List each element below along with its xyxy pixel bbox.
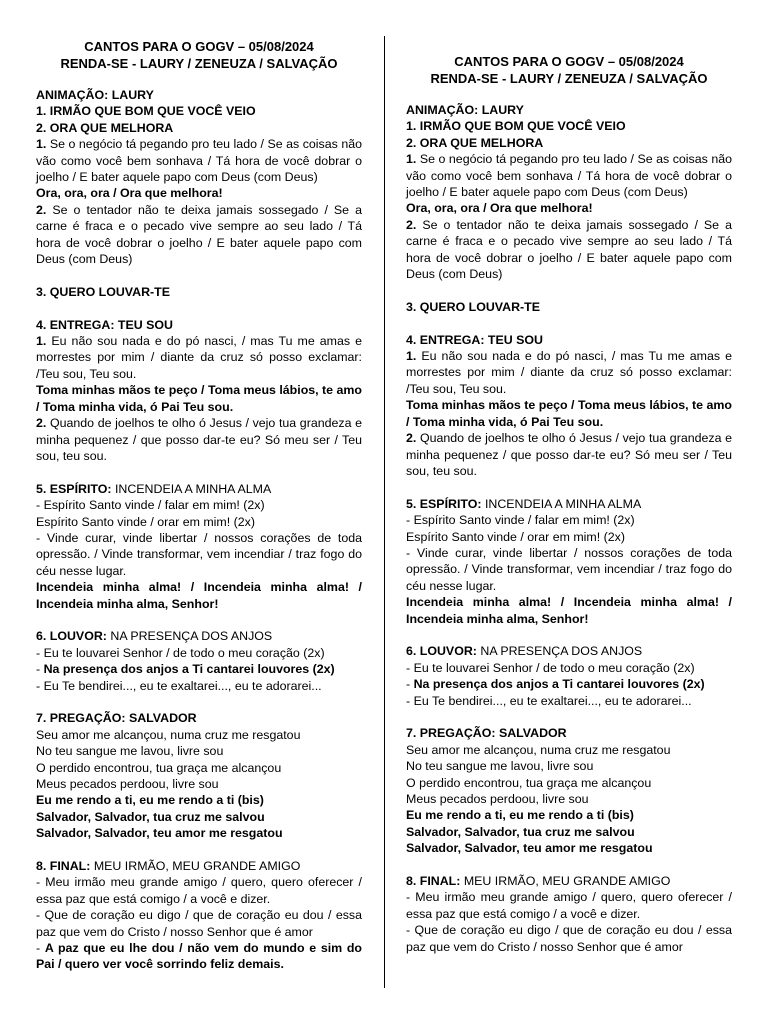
lyric-line	[36, 940, 362, 973]
spacer	[36, 694, 362, 710]
lyric-text: Espírito Santo vinde / orar em mim! (2x)	[36, 514, 255, 529]
lyric-line	[36, 185, 362, 201]
verse-number: 2.	[406, 431, 417, 446]
lyric-line	[36, 645, 362, 661]
lyric-line	[406, 135, 732, 151]
lyric-line	[36, 530, 362, 579]
lyric-text: - Eu te louvarei Senhor / de todo o meu coração (2x)	[36, 645, 325, 660]
lyric-text: - Meu irmão meu grande amigo / quero, quero oferecer / essa paz que está comigo / a você e dizer.	[36, 875, 362, 906]
lyric-line	[406, 118, 732, 134]
lyric-text: Salvador, Salvador, tua cruz me salvou	[36, 809, 265, 824]
lyric-text: Quando de joelhos te olho ó Jesus / vejo tua grandeza e minha pequenez / que posso dar-te eu? Só meu ser / Teu sou, teu sou.	[406, 431, 732, 478]
lyric-line	[406, 529, 732, 545]
verse-number: 1.	[36, 137, 47, 152]
lyric-line	[406, 676, 732, 692]
lyric-text: Eu não sou nada e do pó nasci, / mas Tu me amas e morrestes por mim / diante da cruz só posso exclamar: /Teu sou, Teu sou.	[406, 349, 732, 396]
lyric-line	[36, 727, 362, 743]
lyric-text: 4. ENTREGA: TEU SOU	[36, 317, 173, 332]
lyric-line	[36, 284, 362, 300]
spacer	[406, 315, 732, 331]
lyric-line	[406, 200, 732, 216]
title-line-2: RENDA-SE - LAURY / ZENEUZA / SALVAÇÃO	[60, 56, 338, 71]
lyric-text: - Meu irmão meu grande amigo / quero, quero oferecer / essa paz que está comigo / a você e dizer.	[406, 890, 732, 921]
verse-number: 1.	[36, 334, 47, 349]
section-label: 8. FINAL:	[36, 859, 91, 873]
lyric-text: 4. ENTREGA: TEU SOU	[406, 332, 543, 347]
lyric-text: NA PRESENÇA DOS ANJOS	[476, 644, 643, 659]
lyric-text: Ora, ora, ora / Ora que melhora!	[406, 201, 593, 216]
lyric-line	[36, 136, 362, 185]
lyric-text: 3. QUERO LOUVAR-TE	[36, 284, 171, 299]
lyric-line	[406, 217, 732, 283]
lyric-text: Se o tentador não te deixa jamais sossegado / Se a carne é fraca e o pecado vive sempre ao seu lado / Tá hora de você dobrar o joelho / E bater aquele papo com Deus (com Deus)	[36, 202, 362, 267]
song-list	[36, 87, 362, 973]
spacer	[36, 842, 362, 858]
lyric-text: Eu me rendo a ti, eu me rendo a ti (bis)	[406, 808, 634, 823]
title-line-2: RENDA-SE - LAURY / ZENEUZA / SALVAÇÃO	[430, 71, 708, 86]
column-divider	[384, 36, 385, 988]
lyric-line	[406, 545, 732, 594]
lyric-text: Salvador, Salvador, tua cruz me salvou	[406, 824, 635, 839]
lyric-text: MEU IRMÃO, MEU GRANDE AMIGO	[460, 874, 671, 888]
lyric-line	[406, 807, 732, 823]
lyric-text: No teu sangue me lavou, livre sou	[406, 759, 594, 774]
lyric-line	[36, 514, 362, 530]
lyric-text: Toma minhas mãos te peço / Toma meus lábios, te amo / Toma minha vida, ó Pai Teu sou.	[36, 383, 362, 414]
lyric-text: NA PRESENÇA DOS ANJOS	[106, 629, 273, 644]
lyric-text: 2. ORA QUE MELHORA	[406, 135, 544, 150]
lyric-line	[36, 907, 362, 940]
lyric-line	[406, 791, 732, 807]
lyric-text: - Espírito Santo vinde / falar em mim! (2x)	[36, 498, 265, 513]
lyric-text: O perdido encontrou, tua graça me alcançou	[406, 775, 652, 790]
lyric-text: - Vinde curar, vinde libertar / nossos corações de toda opressão. / Vinde transformar, vem incendiar / traz fogo do céu nesse lugar.	[36, 530, 362, 578]
lyric-line	[406, 758, 732, 774]
lyric-text: Seu amor me alcançou, numa cruz me resgatou	[406, 742, 671, 757]
lyric-line	[36, 858, 362, 874]
lyric-line	[406, 922, 732, 955]
lyric-line	[406, 299, 732, 315]
section-label: 8. FINAL:	[406, 874, 461, 888]
verse-number: 1.	[406, 152, 417, 167]
lyric-text: - Vinde curar, vinde libertar / nossos corações de toda opressão. / Vinde transformar, vem incendiar / traz fogo do céu nesse lugar.	[406, 545, 732, 593]
left-column	[36, 0, 362, 973]
lyric-line	[36, 333, 362, 382]
spacer	[406, 479, 732, 495]
lyric-line	[36, 792, 362, 808]
lyric-text: INCENDEIA A MINHA ALMA	[481, 496, 642, 511]
lyric-line	[36, 760, 362, 776]
lyric-text: - Que de coração eu digo / que de coração eu dou / essa paz que vem do Cristo / nosso Senhor que é amor	[36, 908, 362, 939]
lyric-line	[406, 889, 732, 922]
lyric-line	[406, 332, 732, 348]
lyric-line	[36, 678, 362, 694]
title-line-1: CANTOS PARA O GOGV – 05/08/2024	[454, 54, 684, 69]
lyric-text: Meus pecados perdoou, livre sou	[406, 791, 589, 806]
lyric-line	[406, 594, 732, 627]
lyric-text: 7. PREGAÇÃO: SALVADOR	[406, 726, 567, 741]
lyric-text: Ora, ora, ora / Ora que melhora!	[36, 186, 223, 201]
lyric-line	[36, 776, 362, 792]
lyric-line	[36, 120, 362, 136]
verse-number: 2.	[36, 416, 47, 431]
lyric-text: Eu não sou nada e do pó nasci, / mas Tu me amas e morrestes por mim / diante da cruz só posso exclamar: /Teu sou, Teu sou.	[36, 334, 362, 381]
spacer	[36, 267, 362, 283]
spacer	[406, 282, 732, 298]
document-title	[36, 38, 362, 72]
lyric-text: - Eu te louvarei Senhor / de todo o meu coração (2x)	[406, 660, 695, 675]
lyric-text: Seu amor me alcançou, numa cruz me resgatou	[36, 727, 301, 742]
lyric-line	[406, 775, 732, 791]
lyric-text: ANIMAÇÃO: LAURY	[406, 103, 524, 117]
verse-number: 1.	[406, 349, 417, 364]
lyric-text: O perdido encontrou, tua graça me alcançou	[36, 760, 282, 775]
lyric-text: -	[36, 662, 44, 677]
lyric-text: Incendeia minha alma! / Incendeia minha alma! / Incendeia minha alma, Senhor!	[406, 595, 732, 626]
lyric-text: Se o tentador não te deixa jamais sossegado / Se a carne é fraca e o pecado vive sempre ao seu lado / Tá hora de você dobrar o joelho / E bater aquele papo com Deus (com Deus)	[406, 217, 732, 282]
lyric-text: Incendeia minha alma! / Incendeia minha alma! / Incendeia minha alma, Senhor!	[36, 580, 362, 611]
lyric-line	[406, 742, 732, 758]
lyric-line	[36, 317, 362, 333]
lyric-line	[406, 840, 732, 856]
section-label: 6. LOUVOR:	[36, 629, 107, 644]
lyric-text: Salvador, Salvador, teu amor me resgatou	[36, 826, 283, 841]
section-label: 5. ESPÍRITO:	[406, 496, 482, 511]
spacer	[36, 300, 362, 316]
lyric-text: Eu me rendo a ti, eu me rendo a ti (bis)	[36, 793, 264, 808]
spacer	[36, 612, 362, 628]
lyric-line	[406, 824, 732, 840]
right-column	[406, 0, 732, 955]
lyric-line	[36, 710, 362, 726]
lyric-line	[36, 202, 362, 268]
lyric-line	[406, 873, 732, 889]
lyric-text: Meus pecados perdoou, livre sou	[36, 776, 219, 791]
verse-number: 2.	[406, 217, 417, 232]
lyric-line	[36, 481, 362, 497]
lyric-text: -	[36, 941, 45, 956]
lyric-line	[36, 579, 362, 612]
lyric-text: MEU IRMÃO, MEU GRANDE AMIGO	[90, 859, 301, 873]
lyric-text: 2. ORA QUE MELHORA	[36, 120, 174, 135]
verse-number: 2.	[36, 202, 47, 217]
lyric-text: No teu sangue me lavou, livre sou	[36, 744, 224, 759]
lyric-text: ANIMAÇÃO: LAURY	[36, 88, 154, 102]
lyric-line	[406, 397, 732, 430]
lyric-text: 3. QUERO LOUVAR-TE	[406, 299, 541, 314]
lyric-text: 1. IRMÃO QUE BOM QUE VOCÊ VEIO	[406, 119, 626, 134]
lyric-line	[36, 743, 362, 759]
spacer	[406, 857, 732, 873]
lyric-line	[36, 87, 362, 103]
lyric-text: Se o negócio tá pegando pro teu lado / Se as coisas não vão como você bem sonhava / Tá hora de você dobrar o joelho / E bater aquele papo com Deus (com Deus)	[406, 152, 732, 200]
lyric-line	[36, 874, 362, 907]
section-label: 5. ESPÍRITO:	[36, 481, 112, 496]
lyric-line	[406, 512, 732, 528]
lyric-line	[36, 103, 362, 119]
lyric-line	[406, 496, 732, 512]
lyric-text: Quando de joelhos te olho ó Jesus / vejo tua grandeza e minha pequenez / que posso dar-te eu? Só meu ser / Teu sou, teu sou.	[36, 416, 362, 463]
lyric-line	[36, 809, 362, 825]
title-line-1: CANTOS PARA O GOGV – 05/08/2024	[84, 39, 314, 54]
lyric-text: 7. PREGAÇÃO: SALVADOR	[36, 711, 197, 726]
chorus-text: Na presença dos anjos a Ti cantarei louvores (2x)	[43, 662, 335, 677]
lyric-line	[406, 348, 732, 397]
lyric-text: -	[406, 677, 414, 692]
chorus-text: Na presença dos anjos a Ti cantarei louvores (2x)	[413, 677, 705, 692]
spacer	[406, 627, 732, 643]
lyric-line	[36, 415, 362, 464]
lyric-line	[36, 825, 362, 841]
spacer	[36, 464, 362, 480]
song-list-copy	[406, 102, 732, 955]
lyric-line	[406, 151, 732, 200]
lyric-line	[406, 430, 732, 479]
lyric-line	[406, 102, 732, 118]
section-label: 6. LOUVOR:	[406, 644, 477, 659]
lyric-line	[406, 660, 732, 676]
lyric-line	[36, 628, 362, 644]
lyric-line	[36, 382, 362, 415]
lyric-line	[406, 693, 732, 709]
lyric-text: Toma minhas mãos te peço / Toma meus lábios, te amo / Toma minha vida, ó Pai Teu sou.	[406, 398, 732, 429]
lyric-text: - Eu Te bendirei..., eu te exaltarei..., eu te adorarei...	[406, 693, 692, 708]
lyric-line	[406, 725, 732, 741]
lyric-text: - Eu Te bendirei..., eu te exaltarei..., eu te adorarei...	[36, 678, 322, 693]
lyric-line	[406, 643, 732, 659]
lyric-text: 1. IRMÃO QUE BOM QUE VOCÊ VEIO	[36, 104, 256, 119]
chorus-text: A paz que eu lhe dou / não vem do mundo e sim do Pai / quero ver você sorrindo feliz demais.	[36, 941, 362, 972]
lyric-text: Espírito Santo vinde / orar em mim! (2x)	[406, 529, 625, 544]
spacer	[406, 709, 732, 725]
lyric-text: INCENDEIA A MINHA ALMA	[111, 481, 272, 496]
document-title-copy	[406, 53, 732, 87]
lyric-text: Salvador, Salvador, teu amor me resgatou	[406, 841, 653, 856]
lyric-line	[36, 497, 362, 513]
lyric-text: - Que de coração eu digo / que de coração eu dou / essa paz que vem do Cristo / nosso Senhor que é amor	[406, 923, 732, 954]
lyric-text: - Espírito Santo vinde / falar em mim! (2x)	[406, 513, 635, 528]
lyric-line	[36, 661, 362, 677]
lyric-text: Se o negócio tá pegando pro teu lado / Se as coisas não vão como você bem sonhava / Tá hora de você dobrar o joelho / E bater aquele papo com Deus (com Deus)	[36, 137, 362, 185]
